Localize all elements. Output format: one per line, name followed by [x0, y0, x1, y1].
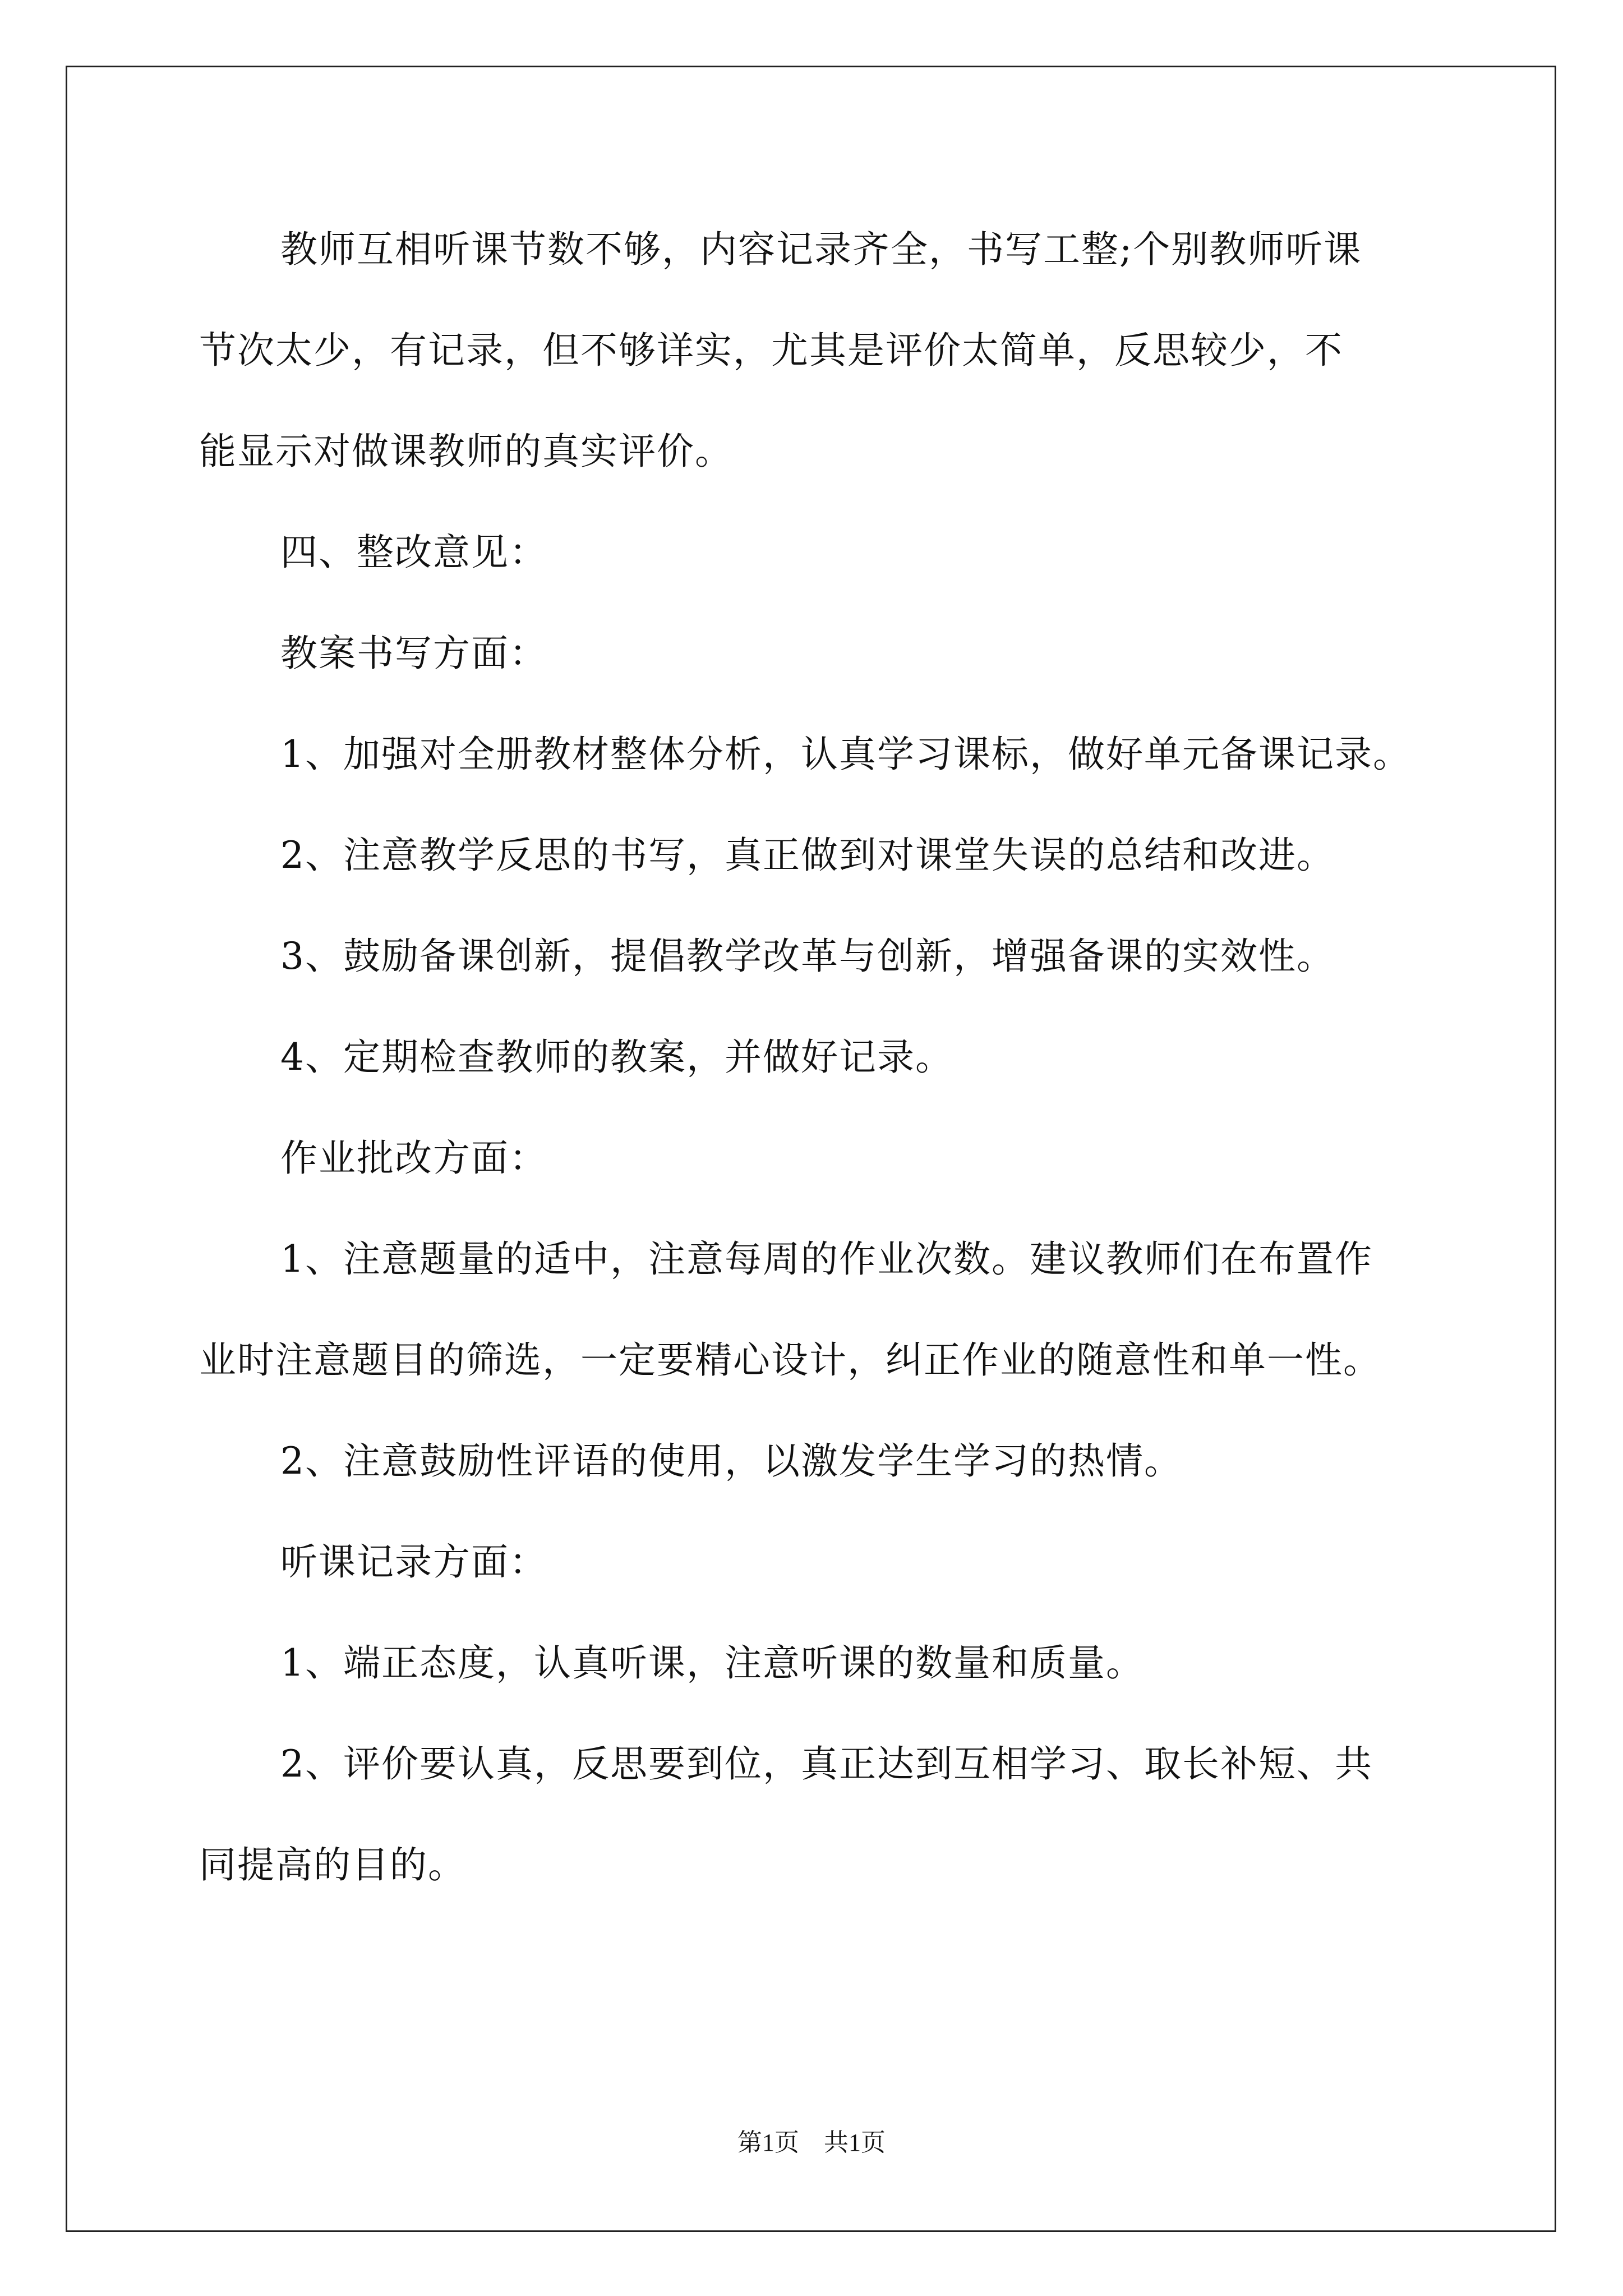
- paragraph-line: 能显示对做课教师的真实评价。: [199, 430, 733, 473]
- page-footer: 第1页 共1页: [737, 2129, 886, 2156]
- list-item: 1、加强对全册教材整体分析，认真学习课标，做好单元备课记录。: [280, 733, 1411, 776]
- list-item: 1、端正态度，认真听课，注意听课的数量和质量。: [280, 1641, 1144, 1685]
- paragraph-line: 节次太少，有记录，但不够详实，尤其是评价太简单，反思较少，不: [199, 329, 1343, 372]
- section-heading: 四、整改意见：: [280, 531, 547, 574]
- subsection-heading: 教案书写方面：: [280, 632, 547, 675]
- paragraph-line: 教师互相听课节数不够，内容记录齐全，书写工整;个别教师听课: [280, 228, 1362, 271]
- subsection-heading: 作业批改方面：: [280, 1137, 547, 1180]
- list-item-continuation: 业时注意题目的筛选，一定要精心设计，纠正作业的随意性和单一性。: [199, 1338, 1381, 1382]
- list-item: 2、注意教学反思的书写，真正做到对课堂失误的总结和改进。: [280, 834, 1335, 877]
- list-item-continuation: 同提高的目的。: [199, 1843, 466, 1887]
- list-item: 1、注意题量的适中，注意每周的作业次数。建议教师们在布置作: [280, 1237, 1373, 1281]
- list-item: 2、评价要认真，反思要到位，真正达到互相学习、取长补短、共: [280, 1742, 1373, 1786]
- list-item: 3、鼓励备课创新，提倡教学改革与创新，增强备课的实效性。: [280, 935, 1335, 978]
- list-item: 4、定期检查教师的教案，并做好记录。: [280, 1036, 953, 1079]
- list-item: 2、注意鼓励性评语的使用，以激发学生学习的热情。: [280, 1439, 1182, 1483]
- subsection-heading: 听课记录方面：: [280, 1540, 547, 1584]
